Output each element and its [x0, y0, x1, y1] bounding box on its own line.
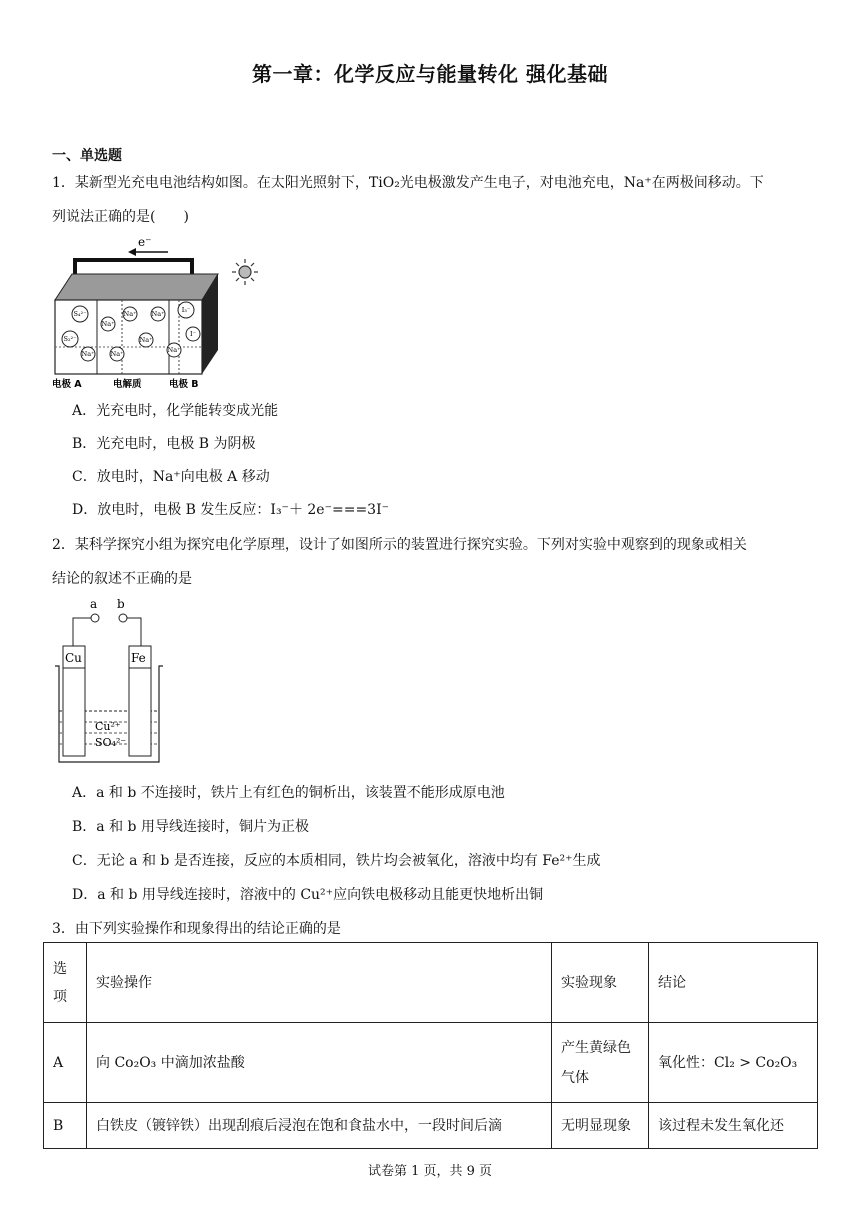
- sun-icon: [232, 259, 258, 285]
- page-footer: 试卷第 1 页，共 9 页: [367, 1164, 493, 1179]
- header-operation: 实验操作: [87, 943, 552, 1023]
- cu-ion-label: Cu²⁺: [95, 720, 121, 733]
- table-row: [44, 1023, 818, 1103]
- row-a-operation: 向 Co₂O₃ 中滴加浓盐酸: [87, 1023, 552, 1103]
- q3-table: [43, 942, 818, 1149]
- ion-na: Na⁺: [167, 346, 181, 354]
- header-conclusion: 结论: [649, 943, 818, 1023]
- q2-option-b: B．a 和 b 用导线连接时，铜片为正极: [72, 819, 309, 835]
- q1-stem-line2: 列说法正确的是( ): [52, 209, 189, 225]
- row-a-phenomenon: 产生黄绿色气体: [552, 1023, 649, 1103]
- row-b-option: B: [44, 1103, 87, 1149]
- header-phenomenon: 实验现象: [552, 943, 649, 1023]
- beaker-figure: [55, 594, 165, 769]
- q1-option-d: D．放电时，电极 B 发生反应：I₃⁻＋ 2e⁻===3I⁻: [72, 502, 389, 518]
- q2-stem-line2: 结论的叙述不正确的是: [52, 571, 192, 587]
- section-heading: 一、单选题: [52, 148, 122, 164]
- terminal-b-label: b: [117, 597, 125, 611]
- terminal-a-label: a: [90, 597, 98, 611]
- row-b-conclusion: 该过程未发生氧化还: [649, 1103, 818, 1149]
- q2-option-a: A．a 和 b 不连接时，铁片上有红色的铜析出，该装置不能形成原电池: [72, 785, 505, 801]
- terminal-a: [91, 614, 99, 622]
- label-electrode-b: 电极 B: [169, 379, 199, 390]
- label-electrode-a: 电极 A: [52, 379, 82, 390]
- page-title: 第一章：化学反应与能量转化 强化基础: [252, 62, 608, 86]
- wire-b: [127, 618, 141, 646]
- row-b-operation: 白铁皮（镀锌铁）出现刮痕后浸泡在饱和食盐水中，一段时间后滴: [87, 1103, 552, 1149]
- q1-option-c: C．放电时，Na⁺向电极 A 移动: [72, 469, 270, 485]
- table-header-row: [44, 943, 818, 1023]
- q1-option-b: B．光充电时，电极 B 为阴极: [72, 436, 256, 452]
- q1-stem-line1: 1．某新型光充电电池结构如图。在太阳光照射下，TiO₂光电极激发产生电子，对电池充电，Na⁺在两极间移动。下: [52, 175, 764, 191]
- battery-figure: [50, 232, 265, 392]
- q2-stem-line1: 2．某科学探究小组为探究电化学原理，设计了如图所示的装置进行探究实验。下列对实验中观察到的现象或相关: [52, 537, 747, 553]
- ion-na: Na⁺: [101, 320, 115, 328]
- ion-na: Na⁺: [151, 310, 165, 318]
- label-electrolyte: 电解质: [113, 379, 142, 390]
- q2-option-d: D．a 和 b 用导线连接时，溶液中的 Cu²⁺应向铁电极移动且能更快地析出铜: [72, 887, 544, 903]
- fe-label: Fe: [131, 651, 146, 665]
- ion-na: Na⁺: [81, 350, 95, 358]
- cu-label: Cu: [65, 651, 82, 665]
- ion-s4: S₄²⁻: [73, 310, 87, 318]
- q2-option-c: C．无论 a 和 b 是否连接，反应的本质相同，铁片均会被氧化，溶液中均有 Fe²⁺生成: [72, 853, 601, 869]
- electron-arrowhead: [128, 248, 136, 256]
- tio2-label: TiO₂: [220, 311, 230, 331]
- row-b-phenomenon: 无明显现象: [552, 1103, 649, 1149]
- cell-top: [55, 274, 218, 300]
- wire-a: [73, 618, 91, 646]
- header-option: 选项: [44, 943, 87, 1023]
- q3-stem: 3．由下列实验操作和现象得出的结论正确的是: [52, 921, 341, 937]
- ion-s2: S₂²⁻: [63, 335, 77, 343]
- electron-label: e⁻: [138, 235, 152, 249]
- sulfate-ion-label: SO₄²⁻: [95, 736, 127, 749]
- ion-na: Na⁺: [110, 350, 124, 358]
- ion-i3: I₃⁻: [181, 306, 191, 314]
- terminal-b: [119, 614, 127, 622]
- q1-option-a: A．光充电时，化学能转变成光能: [72, 403, 279, 419]
- row-a-option: A: [44, 1023, 87, 1103]
- row-a-conclusion: 氧化性：Cl₂ > Co₂O₃: [649, 1023, 818, 1103]
- ion-na: Na⁺: [139, 336, 153, 344]
- ion-i: I⁻: [190, 330, 196, 338]
- ion-na: Na⁺: [123, 310, 137, 318]
- external-wire: [75, 260, 192, 274]
- table-row: [44, 1103, 818, 1149]
